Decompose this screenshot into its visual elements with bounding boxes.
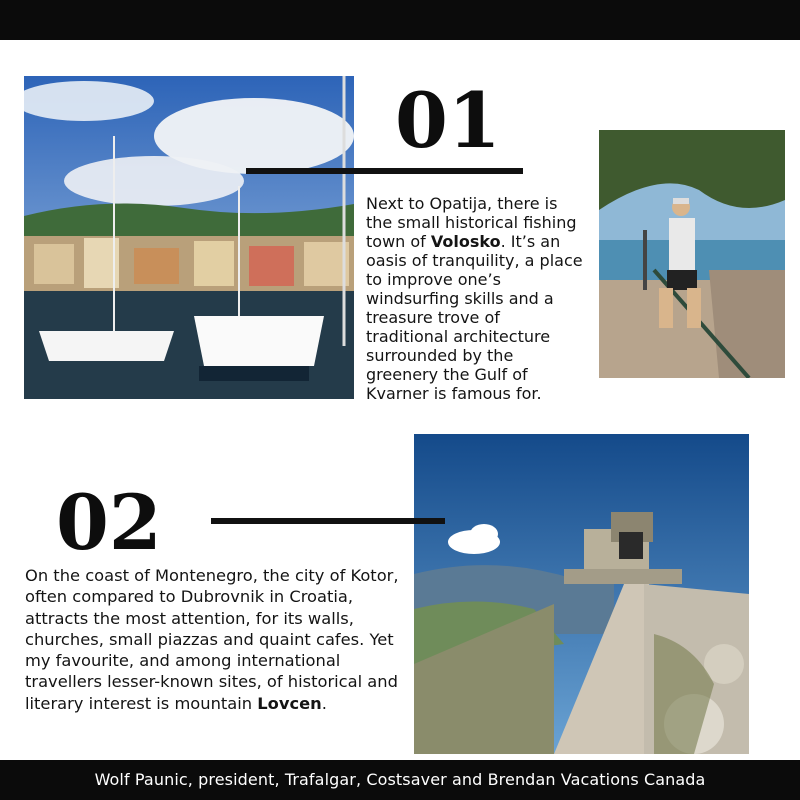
section-divider-01 — [246, 168, 523, 174]
mausoleum-photo — [414, 434, 749, 754]
section-divider-02 — [211, 518, 445, 524]
section-number-01: 01 — [395, 76, 501, 165]
section-1-text: Next to Opatija, there is the small historical fishing town of Volosko. It’s an oasis of tranquility, a place to improve one’s windsurfing skills and a treasure trove of traditional architecture surrounded by the greenery the Gulf of Kvarner is famous for. — [366, 194, 583, 403]
footer-caption: Wolf Paunic, president, Trafalgar, Costsaver and Brendan Vacations Canada — [0, 760, 800, 800]
place-lovcen: Lovcen — [257, 693, 322, 713]
seaside-man-photo — [599, 130, 785, 378]
place-volosko: Volosko — [430, 232, 501, 251]
section-2-text: On the coast of Montenegro, the city of Kotor, often compared to Dubrovnik in Croatia, attracts the most attention, for its walls, churches, small piazzas and quaint cafes. Yet my favourite, and among international travellers lesser-known sites, of historical and literary interest is mountain Lovcen. — [25, 566, 399, 713]
top-bar — [0, 0, 800, 40]
section-number-02: 02 — [56, 478, 162, 567]
harbor-photo — [24, 76, 354, 399]
